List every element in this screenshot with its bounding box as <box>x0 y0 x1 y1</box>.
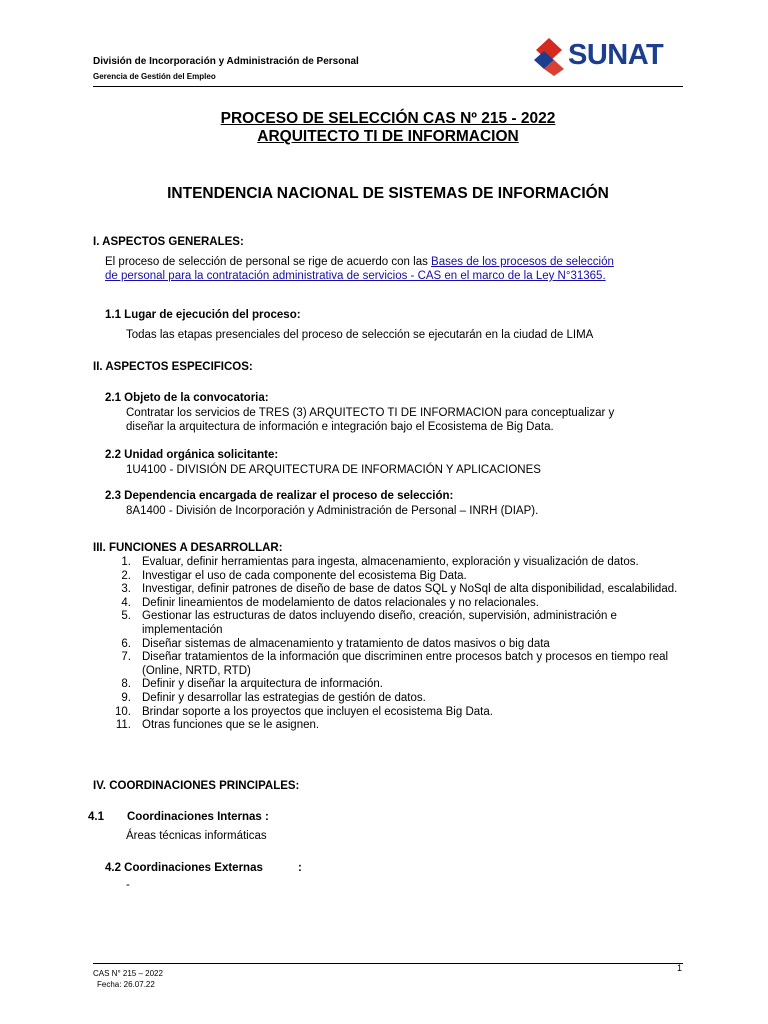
subsection-4-1-text: Áreas técnicas informáticas <box>126 830 267 842</box>
subsection-2-1-heading: 2.1 Objeto de la convocatoria: <box>105 392 269 404</box>
page-number: 1 <box>677 963 683 973</box>
header-subtitle: Gerencia de Gestión del Empleo <box>93 72 216 81</box>
section-1-intro-text: El proceso de selección de personal se rige de acuerdo con las <box>105 256 432 268</box>
list-item-text: Diseñar sistemas de almacenamiento y tratamiento de datos masivos o big data <box>142 637 550 650</box>
list-item-text: Diseñar tratamientos de la información que discriminen entre procesos batch y procesos en tiempo real (Online, NRTD, RTD) <box>142 651 669 677</box>
subsection-2-1-line1: Contratar los servicios de TRES (3) ARQUITECTO TI DE INFORMACION para conceptualizar y <box>126 407 615 419</box>
subsection-2-3-text: 8A1400 - División de Incorporación y Administración de Personal – INRH (DIAP). <box>126 505 539 517</box>
header-divider <box>93 86 683 87</box>
list-item <box>113 638 683 652</box>
list-item <box>113 692 683 706</box>
section-2-heading: II. ASPECTOS ESPECIFICOS: <box>93 361 253 373</box>
subsection-4-1-number: 4.1 <box>88 811 104 823</box>
list-item-text: Otras funciones que se le asignen. <box>142 719 320 732</box>
list-item <box>113 610 683 637</box>
list-item-number: 11. <box>115 719 131 732</box>
header-organization: División de Incorporación y Administración de Personal <box>93 56 359 67</box>
bases-link[interactable]: Bases de los procesos de selección <box>431 256 614 268</box>
list-item-text: Evaluar, definir herramientas para ingesta, almacenamiento, exploración y visualización de datos. <box>142 556 639 568</box>
list-item <box>113 556 683 570</box>
list-item-number: 1. <box>121 556 131 568</box>
list-item-number: 8. <box>121 678 131 691</box>
list-item-text: Brindar soporte a los proyectos que incluyen el ecosistema Big Data. <box>142 705 493 718</box>
list-item-number: 9. <box>121 691 131 704</box>
list-item <box>113 706 683 720</box>
footer-date: Fecha: 26.07.22 <box>97 980 155 989</box>
sunat-logo-text: SUNAT <box>568 39 664 71</box>
list-item <box>113 651 683 678</box>
list-item <box>113 719 683 733</box>
footer-divider <box>93 963 683 964</box>
functions-list <box>113 556 683 733</box>
document-title: PROCESO DE SELECCIÓN CAS Nº 215 - 2022 <box>220 110 556 127</box>
list-item-number: 2. <box>121 569 131 582</box>
list-item-text: Gestionar las estructuras de datos incluyendo diseño, creación, supervisión, administración e implementación <box>142 610 617 636</box>
section-1-intro <box>105 255 685 283</box>
subsection-4-1-heading: Coordinaciones Internas : <box>127 811 269 823</box>
list-item <box>113 583 683 597</box>
list-item-number: 7. <box>121 651 131 664</box>
subsection-4-2-colon: : <box>298 862 302 874</box>
list-item-number: 5. <box>121 610 131 623</box>
list-item <box>113 597 683 611</box>
list-item-text: Definir y desarrollar las estrategias de gestión de datos. <box>142 691 426 704</box>
subsection-2-3-heading: 2.3 Dependencia encargada de realizar el proceso de selección: <box>105 490 454 502</box>
document-position-title: ARQUITECTO TI DE INFORMACION <box>257 128 519 145</box>
list-item-text: Definir y diseñar la arquitectura de información. <box>142 678 383 691</box>
list-item-number: 10. <box>115 705 131 718</box>
list-item-number: 6. <box>121 637 131 650</box>
sunat-logo <box>532 36 682 76</box>
list-item-number: 3. <box>121 583 131 596</box>
subsection-2-1-line2: diseñar la arquitectura de información e integración bajo el Ecosistema de Big Data. <box>126 421 554 433</box>
institution-heading: INTENDENCIA NACIONAL DE SISTEMAS DE INFORMACIÓN <box>167 185 609 202</box>
bases-link-continued[interactable]: de personal para la contratación administrativa de servicios - CAS en el marco de la Ley N°31365. <box>105 270 606 282</box>
list-item-text: Investigar el uso de cada componente del ecosistema Big Data. <box>142 569 467 582</box>
list-item-number: 4. <box>121 596 131 609</box>
section-1-heading: I. ASPECTOS GENERALES: <box>93 236 244 248</box>
list-item-text: Investigar, definir patrones de diseño de base de datos SQL y NoSql de alta disponibilidad, escalabilidad. <box>142 583 678 596</box>
footer-code: CAS N° 215 – 2022 <box>93 969 163 978</box>
section-4-heading: IV. COORDINACIONES PRINCIPALES: <box>93 780 300 792</box>
subsection-4-2-text: - <box>126 879 130 891</box>
subsection-4-2-heading: 4.2 Coordinaciones Externas <box>105 862 263 874</box>
subsection-1-1-heading: 1.1 Lugar de ejecución del proceso: <box>105 309 301 321</box>
subsection-2-2-text: 1U4100 - DIVISIÓN DE ARQUITECTURA DE INFORMACIÓN Y APLICACIONES <box>126 464 541 476</box>
list-item-text: Definir lineamientos de modelamiento de datos relacionales y no relacionales. <box>142 596 539 609</box>
subsection-1-1-text: Todas las etapas presenciales del proceso de selección se ejecutarán en la ciudad de LIMA <box>126 329 594 341</box>
section-3-heading: III. FUNCIONES A DESARROLLAR: <box>93 542 283 554</box>
list-item <box>113 678 683 692</box>
sunat-emblem-icon <box>532 36 566 76</box>
subsection-2-2-heading: 2.2 Unidad orgánica solicitante: <box>105 449 279 461</box>
list-item <box>113 570 683 584</box>
